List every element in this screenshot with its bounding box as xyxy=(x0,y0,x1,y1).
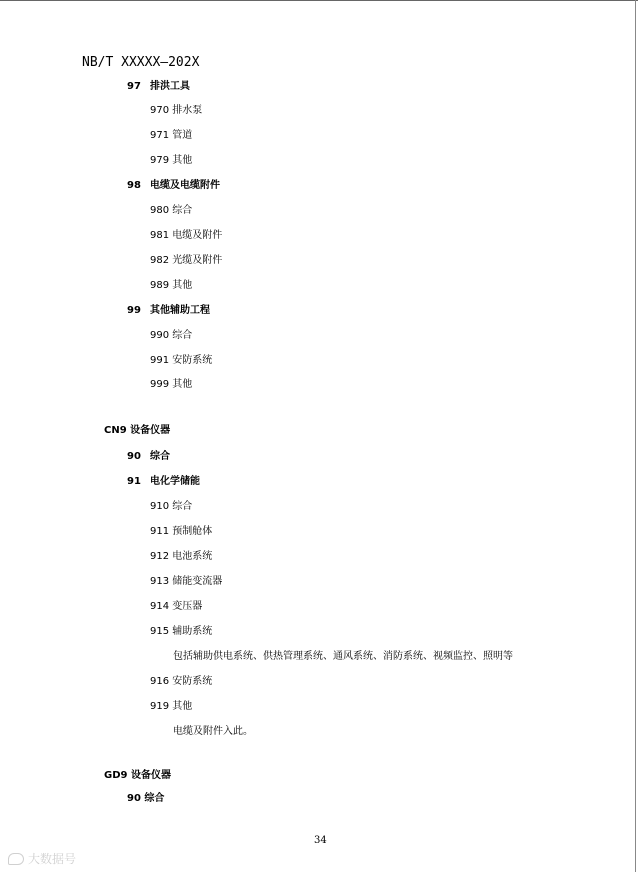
subcategory-915-note: 包括辅助供电系统、供热管理系统、通风系统、消防系统、视频监控、照明等 xyxy=(173,651,513,662)
subcategory-910: 910 综合 xyxy=(150,501,193,512)
category-91 xyxy=(127,475,200,489)
watermark-text: 大数据号 xyxy=(28,852,77,866)
subcategory-914: 914 变压器 xyxy=(150,601,203,612)
subcategory-971: 971 管道 xyxy=(150,130,193,141)
subcategory-989: 989 其他 xyxy=(150,280,193,291)
subcategory-982: 982 光缆及附件 xyxy=(150,255,223,266)
section-gd9-heading: GD9 设备仪器 xyxy=(104,770,171,781)
subcategory-919: 919 其他 xyxy=(150,701,193,712)
chat-bubble-icon xyxy=(8,853,24,865)
category-label: 其他辅助工程 xyxy=(150,305,210,316)
category-gd9-90: 90 综合 xyxy=(127,793,165,804)
category-code: 98 xyxy=(127,180,141,191)
subcategory-980: 980 综合 xyxy=(150,205,193,216)
category-label: 排洪工具 xyxy=(150,81,190,92)
subcategory-911: 911 预制舱体 xyxy=(150,526,213,537)
category-code: 97 xyxy=(127,81,141,92)
page-right-border xyxy=(635,0,636,872)
subcategory-919-note: 电缆及附件入此。 xyxy=(173,726,253,737)
subcategory-979: 979 其他 xyxy=(150,155,193,166)
subcategory-970: 970 排水泵 xyxy=(150,105,203,116)
watermark xyxy=(8,850,76,867)
subcategory-981: 981 电缆及附件 xyxy=(150,230,223,241)
subcategory-991: 991 安防系统 xyxy=(150,355,213,366)
subcategory-915: 915 辅助系统 xyxy=(150,626,213,637)
standard-number-header: NB/T XXXXX—202X xyxy=(82,55,200,70)
subcategory-912: 912 电池系统 xyxy=(150,551,213,562)
subcategory-916: 916 安防系统 xyxy=(150,676,213,687)
category-code: 99 xyxy=(127,305,141,316)
subcategory-990: 990 综合 xyxy=(150,330,193,341)
category-97 xyxy=(127,80,190,94)
category-98 xyxy=(127,179,220,193)
section-cn9-heading: CN9 设备仪器 xyxy=(104,425,171,436)
category-label: 电化学储能 xyxy=(150,476,200,487)
category-99 xyxy=(127,304,210,318)
category-code: 91 xyxy=(127,476,141,487)
category-90 xyxy=(127,450,170,464)
category-label: 综合 xyxy=(150,451,170,462)
page-top-border xyxy=(0,0,638,1)
category-label: 电缆及电缆附件 xyxy=(150,180,220,191)
subcategory-913: 913 储能变流器 xyxy=(150,576,223,587)
category-code: 90 xyxy=(127,451,141,462)
subcategory-999: 999 其他 xyxy=(150,379,193,390)
page-number: 34 xyxy=(314,835,327,846)
